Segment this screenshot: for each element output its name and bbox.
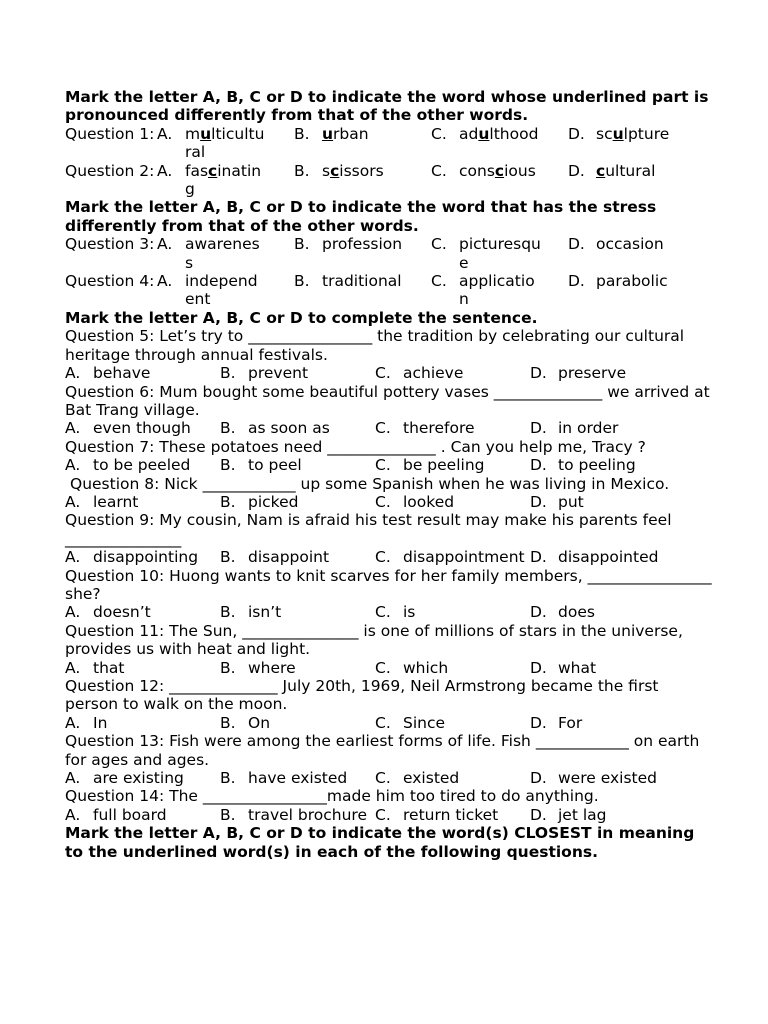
- option-letter: C.: [375, 769, 391, 788]
- answer-option[interactable]: [530, 419, 710, 437]
- option-text: be peeling: [403, 456, 485, 475]
- answer-option[interactable]: [568, 125, 705, 162]
- answer-options: [65, 806, 715, 824]
- answer-option[interactable]: [375, 769, 530, 787]
- underlined-part: c: [596, 161, 606, 180]
- question-row: [65, 235, 715, 272]
- question-row: [65, 125, 715, 162]
- answer-option[interactable]: [375, 659, 530, 677]
- option-text: achieve: [403, 364, 464, 383]
- answer-option[interactable]: [431, 235, 568, 272]
- answer-option[interactable]: [375, 603, 530, 621]
- answer-option[interactable]: [530, 364, 710, 382]
- option-text: therefore: [403, 419, 475, 438]
- option-letter: A.: [65, 805, 81, 824]
- option-letter: C.: [375, 364, 391, 383]
- option-letter: B.: [220, 364, 236, 383]
- option-word: application: [459, 272, 535, 309]
- option-text: have existed: [248, 769, 348, 788]
- option-letter: C.: [375, 548, 391, 567]
- answer-option[interactable]: [65, 364, 220, 382]
- answer-options: [65, 659, 715, 677]
- answer-option[interactable]: [65, 548, 220, 566]
- answer-option[interactable]: [65, 456, 220, 474]
- option-letter: C.: [431, 235, 447, 254]
- answer-option[interactable]: [65, 493, 220, 511]
- option-word: independent: [185, 272, 258, 309]
- option-letter: B.: [220, 456, 236, 475]
- option-letter: A.: [157, 235, 173, 254]
- option-word: urban: [322, 124, 369, 143]
- option-letter: A.: [65, 548, 81, 567]
- answer-option[interactable]: [294, 235, 431, 272]
- answer-option[interactable]: [157, 125, 294, 162]
- option-letter: D.: [530, 658, 547, 677]
- option-letter: A.: [65, 713, 81, 732]
- option-letter: B.: [220, 603, 236, 622]
- option-word: multicultural: [185, 124, 265, 162]
- option-text: In: [93, 713, 108, 732]
- option-letter: B.: [220, 548, 236, 567]
- question-label: Question 3:: [65, 235, 155, 254]
- option-text: For: [558, 713, 583, 732]
- section-4-instructions: Mark the letter A, B, C or D to indicate the word(s) CLOSEST in meaning to the underlined word(s) in each of the following questions.: [65, 824, 695, 861]
- answer-option[interactable]: [65, 714, 220, 732]
- answer-option[interactable]: [220, 364, 375, 382]
- option-text: Since: [403, 713, 446, 732]
- option-word: awareness: [185, 235, 260, 272]
- question-stem: Question 9: My cousin, Nam is afraid his test result may make his parents feel _______________: [65, 511, 672, 548]
- answer-options: [65, 548, 715, 566]
- option-text: preserve: [558, 364, 627, 383]
- answer-option[interactable]: [65, 659, 220, 677]
- question-row: [65, 162, 715, 199]
- section-2-instructions: Mark the letter A, B, C or D to indicate the word that has the stress differently from that of the other words.: [65, 198, 657, 235]
- option-word: conscious: [459, 161, 536, 180]
- pronunciation-questions: [65, 125, 715, 199]
- option-text: as soon as: [248, 419, 330, 438]
- underlined-part: c: [494, 161, 505, 180]
- option-letter: D.: [530, 769, 547, 788]
- option-word: fascinating: [185, 161, 262, 199]
- answer-option[interactable]: [157, 162, 294, 199]
- option-word: sculpture: [596, 124, 670, 143]
- option-text: travel brochure: [248, 805, 367, 824]
- option-text: doesn’t: [93, 603, 151, 622]
- option-letter: C.: [431, 124, 447, 143]
- underlined-part: u: [612, 124, 624, 143]
- question-stem: Question 11: The Sun, _______________ is one of millions of stars in the universe, provides us with heat and light.: [65, 621, 683, 659]
- question-stem: Question 6: Mum bought some beautiful pottery vases ______________ we arrived at Bat Trang village.: [65, 382, 710, 419]
- section-1-instructions: Mark the letter A, B, C or D to indicate the word whose underlined part is pronounced differently from that of the other words.: [65, 88, 709, 125]
- answer-option[interactable]: [375, 364, 530, 382]
- option-text: looked: [403, 492, 455, 511]
- option-letter: A.: [65, 456, 81, 475]
- option-text: to be peeled: [93, 456, 191, 475]
- answer-option[interactable]: [530, 603, 710, 621]
- option-text: disappointed: [558, 548, 659, 567]
- option-text: were existed: [558, 769, 657, 788]
- answer-option[interactable]: [220, 419, 375, 437]
- option-text: even though: [93, 419, 191, 438]
- option-letter: B.: [294, 235, 310, 254]
- underlined-part: u: [478, 124, 490, 143]
- option-text: full board: [93, 805, 167, 824]
- option-letter: B.: [220, 769, 236, 788]
- answer-option[interactable]: [375, 806, 530, 824]
- answer-options: [65, 714, 715, 732]
- answer-option[interactable]: [431, 125, 568, 162]
- answer-option[interactable]: [65, 419, 220, 437]
- answer-option[interactable]: [375, 456, 530, 474]
- option-text: behave: [93, 364, 151, 383]
- option-letter: B.: [220, 492, 236, 511]
- answer-option[interactable]: [220, 493, 375, 511]
- answer-option[interactable]: [294, 272, 431, 309]
- answer-option[interactable]: [220, 603, 375, 621]
- option-letter: B.: [220, 419, 236, 438]
- answer-option[interactable]: [375, 419, 530, 437]
- worksheet: [65, 88, 715, 861]
- option-letter: A.: [65, 364, 81, 383]
- option-letter: A.: [65, 492, 81, 511]
- option-letter: C.: [375, 603, 391, 622]
- option-text: does: [558, 603, 595, 622]
- option-letter: C.: [375, 419, 391, 438]
- question-stem: Question 10: Huong wants to knit scarves for her family members, ________________ she?: [65, 566, 712, 603]
- answer-option[interactable]: [294, 125, 431, 162]
- option-text: put: [558, 492, 584, 511]
- underlined-part: u: [322, 124, 334, 143]
- option-letter: C.: [375, 492, 391, 511]
- option-letter: B.: [294, 161, 310, 180]
- question-stem: Question 7: These potatoes need ______________ . Can you help me, Tracy ?: [65, 437, 646, 456]
- answer-option[interactable]: [530, 548, 710, 566]
- option-text: disappoint: [248, 548, 330, 567]
- question-label: Question 4:: [65, 272, 155, 291]
- option-text: what: [558, 658, 597, 677]
- option-text: that: [93, 658, 125, 677]
- answer-options: [65, 419, 715, 437]
- option-text: where: [248, 658, 296, 677]
- option-letter: D.: [530, 805, 547, 824]
- option-letter: D.: [530, 492, 547, 511]
- option-text: prevent: [248, 364, 309, 383]
- answer-options: [65, 603, 715, 621]
- answer-option[interactable]: [568, 235, 705, 272]
- answer-options: [65, 493, 715, 511]
- option-text: in order: [558, 419, 619, 438]
- answer-option[interactable]: [530, 769, 710, 787]
- answer-option[interactable]: [530, 806, 710, 824]
- option-letter: D.: [568, 235, 585, 254]
- option-letter: A.: [157, 272, 173, 291]
- answer-options: [65, 364, 715, 382]
- option-letter: C.: [375, 658, 391, 677]
- underlined-part: c: [330, 161, 340, 180]
- option-letter: C.: [375, 805, 391, 824]
- question-label: Question 1:: [65, 124, 155, 143]
- underlined-part: c: [208, 161, 218, 180]
- option-letter: B.: [220, 658, 236, 677]
- option-letter: D.: [530, 456, 547, 475]
- answer-option[interactable]: [530, 714, 710, 732]
- option-letter: D.: [530, 603, 547, 622]
- option-word: occasion: [596, 235, 664, 254]
- option-letter: C.: [431, 272, 447, 291]
- answer-option[interactable]: [220, 548, 375, 566]
- answer-option[interactable]: [65, 603, 220, 621]
- answer-option[interactable]: [220, 714, 375, 732]
- option-text: to peel: [248, 456, 302, 475]
- option-letter: A.: [65, 769, 81, 788]
- answer-option[interactable]: [375, 493, 530, 511]
- option-letter: A.: [65, 603, 81, 622]
- option-letter: A.: [157, 161, 173, 180]
- option-letter: C.: [431, 161, 447, 180]
- answer-option[interactable]: [220, 659, 375, 677]
- answer-option[interactable]: [157, 272, 294, 309]
- option-word: profession: [322, 235, 403, 254]
- option-text: disappointment: [403, 548, 525, 567]
- option-text: is: [403, 603, 416, 622]
- answer-option[interactable]: [568, 272, 705, 309]
- answer-option[interactable]: [157, 235, 294, 272]
- option-word: picturesque: [459, 235, 541, 272]
- option-letter: D.: [530, 364, 547, 383]
- answer-option[interactable]: [568, 162, 705, 199]
- option-letter: D.: [568, 161, 585, 180]
- option-text: existed: [403, 769, 460, 788]
- option-letter: D.: [568, 272, 585, 291]
- option-text: disappointing: [93, 548, 199, 567]
- option-letter: B.: [220, 713, 236, 732]
- option-word: adulthood: [459, 124, 539, 143]
- option-letter: B.: [294, 124, 310, 143]
- answer-option[interactable]: [220, 456, 375, 474]
- option-text: isn’t: [248, 603, 282, 622]
- option-text: On: [248, 713, 271, 732]
- answer-option[interactable]: [375, 714, 530, 732]
- underlined-part: u: [200, 124, 212, 143]
- question-label: Question 2:: [65, 161, 155, 180]
- option-word: parabolic: [596, 272, 668, 291]
- answer-option[interactable]: [375, 548, 530, 566]
- stress-questions: [65, 235, 715, 309]
- section-3-instructions: Mark the letter A, B, C or D to complete the sentence.: [65, 308, 538, 327]
- option-letter: C.: [375, 456, 391, 475]
- question-stem: Question 14: The ________________made him too tired to do anything.: [65, 787, 599, 806]
- option-letter: D.: [530, 419, 547, 438]
- answer-options: [65, 456, 715, 474]
- option-text: return ticket: [403, 805, 499, 824]
- sentence-completion-questions: [65, 327, 715, 824]
- answer-option[interactable]: [65, 806, 220, 824]
- option-text: are existing: [93, 769, 184, 788]
- answer-option[interactable]: [431, 272, 568, 309]
- question-stem: Question 5: Let’s try to ________________ the tradition by celebrating our cultural heritage through annual festivals.: [65, 327, 685, 364]
- question-row: [65, 272, 715, 309]
- option-text: which: [403, 658, 449, 677]
- option-text: learnt: [93, 492, 139, 511]
- option-letter: B.: [220, 805, 236, 824]
- option-letter: A.: [65, 658, 81, 677]
- option-letter: C.: [375, 713, 391, 732]
- question-stem: Question 13: Fish were among the earliest forms of life. Fish ____________ on earth for ages and ages.: [65, 732, 700, 769]
- option-letter: D.: [530, 713, 547, 732]
- option-letter: B.: [294, 272, 310, 291]
- option-word: scissors: [322, 161, 384, 180]
- question-stem: Question 12: ______________ July 20th, 1969, Neil Armstrong became the first person to walk on the moon.: [65, 677, 659, 714]
- answer-option[interactable]: [530, 456, 710, 474]
- option-text: picked: [248, 492, 299, 511]
- option-letter: D.: [568, 124, 585, 143]
- answer-option[interactable]: [220, 806, 375, 824]
- option-text: jet lag: [558, 805, 607, 824]
- answer-option[interactable]: [431, 162, 568, 199]
- answer-option[interactable]: [65, 769, 220, 787]
- option-word: traditional: [322, 272, 402, 291]
- option-text: to peeling: [558, 456, 636, 475]
- option-letter: A.: [157, 124, 173, 143]
- option-letter: A.: [65, 419, 81, 438]
- answer-option[interactable]: [220, 769, 375, 787]
- answer-option[interactable]: [530, 493, 710, 511]
- answer-option[interactable]: [530, 659, 710, 677]
- answer-options: [65, 769, 715, 787]
- option-letter: D.: [530, 548, 547, 567]
- option-word: cultural: [596, 161, 656, 180]
- answer-option[interactable]: [294, 162, 431, 199]
- question-stem: Question 8: Nick ____________ up some Spanish when he was living in Mexico.: [70, 474, 670, 493]
